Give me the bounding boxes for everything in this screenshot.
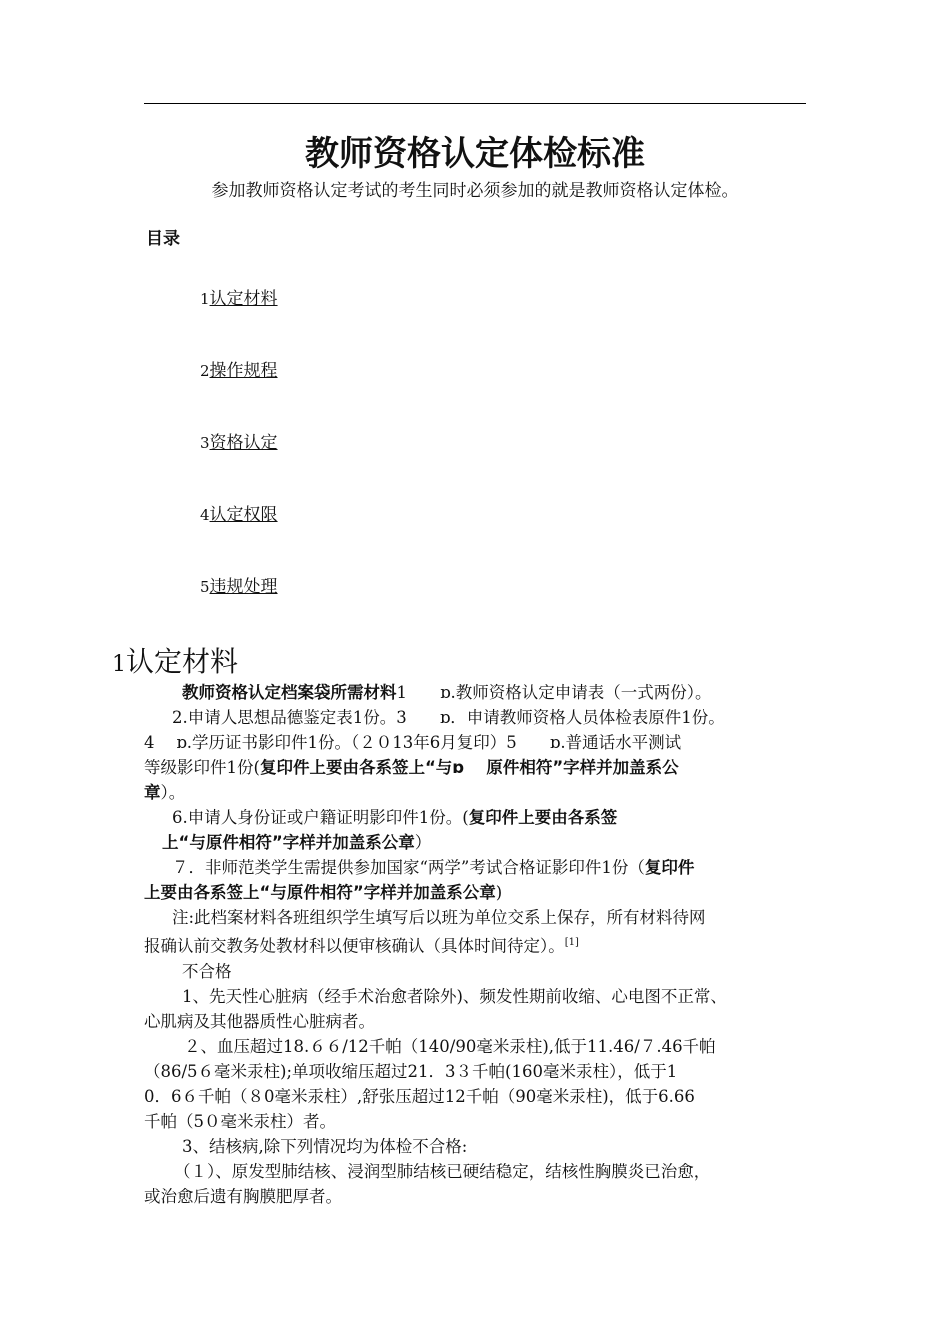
toc-item[interactable]: 2操作规程 — [200, 361, 278, 381]
section-heading: 1认定材料 — [112, 645, 239, 678]
toc-link[interactable]: 资格认定 — [209, 433, 278, 453]
toc-link[interactable]: 认定权限 — [209, 505, 278, 525]
toc-link[interactable]: 违规处理 — [209, 577, 278, 597]
toc-item[interactable]: 5违规处理 — [200, 577, 278, 597]
toc-link[interactable]: 认定材料 — [209, 289, 278, 309]
document-subtitle: 参加教师资格认定考试的考生同时必须参加的就是教师资格认定体检。 — [211, 181, 739, 201]
toc-item[interactable]: 3资格认定 — [200, 433, 278, 453]
document-title: 教师资格认定体检标准 — [305, 134, 645, 174]
header-rule — [144, 103, 806, 104]
section-body: 教师资格认定档案袋所需材料1 ɒ.教师资格认定申请表（一式两份）。 2.申请人思想品德鉴定表1份。3 ɒ．申请教师资格人员体检表原件1份。 4 ɒ.学历证书影印件1份。（２０13年6月复印）5 ɒ.普通话水平测试 等级影印件1份(复印件上要由各系签上“与ɒ 原件相符”字样并加盖系公 章）。 6.申请人身份证或户籍证明影印件1份。(复印件上要由各系签 上“与原件相符”字样并加盖系公章） ７．非师范类学生需提供参加国家“两学”考试合格证影印件1份（复印件 上要由各系签上“与原件相符”字样并加盖系公章) 注:此档案材料各班组织学生填写后以班为单位交系上保存，所有材料待网 报确认前交教务处教材科以便审核确认（具体时间待定）。[1] 不合格 1、先天性心脏病（经手术治愈者除外)、频发性期前收缩、心电图不正常、 心肌病及其他器质性心脏病者。 ２、血压超过18.６６/12千帕（140/90毫米汞柱),低于11.46/７.46千帕 （86/5６毫米汞柱);单项收缩压超过21．3３千帕(160毫米汞柱），低于1 0．6６千帕（８0毫米汞柱）,舒张压超过12千帕（90毫米汞柱)，低于6.66 千帕（5０毫米汞柱）者。 3、结核病,除下列情况均为体检不合格: （１）、原发型肺结核、浸润型肺结核已硬结稳定，结核性胸膜炎已治愈， 或治愈后遗有胸膜肥厚者。 — [144, 683, 727, 1206]
toc-link[interactable]: 操作规程 — [209, 361, 278, 381]
toc-item[interactable]: 4认定权限 — [200, 505, 278, 525]
footnote-ref[interactable]: [1] — [564, 937, 579, 948]
toc-item[interactable]: 1认定材料 — [200, 289, 278, 309]
toc-heading: 目录 — [146, 229, 180, 249]
